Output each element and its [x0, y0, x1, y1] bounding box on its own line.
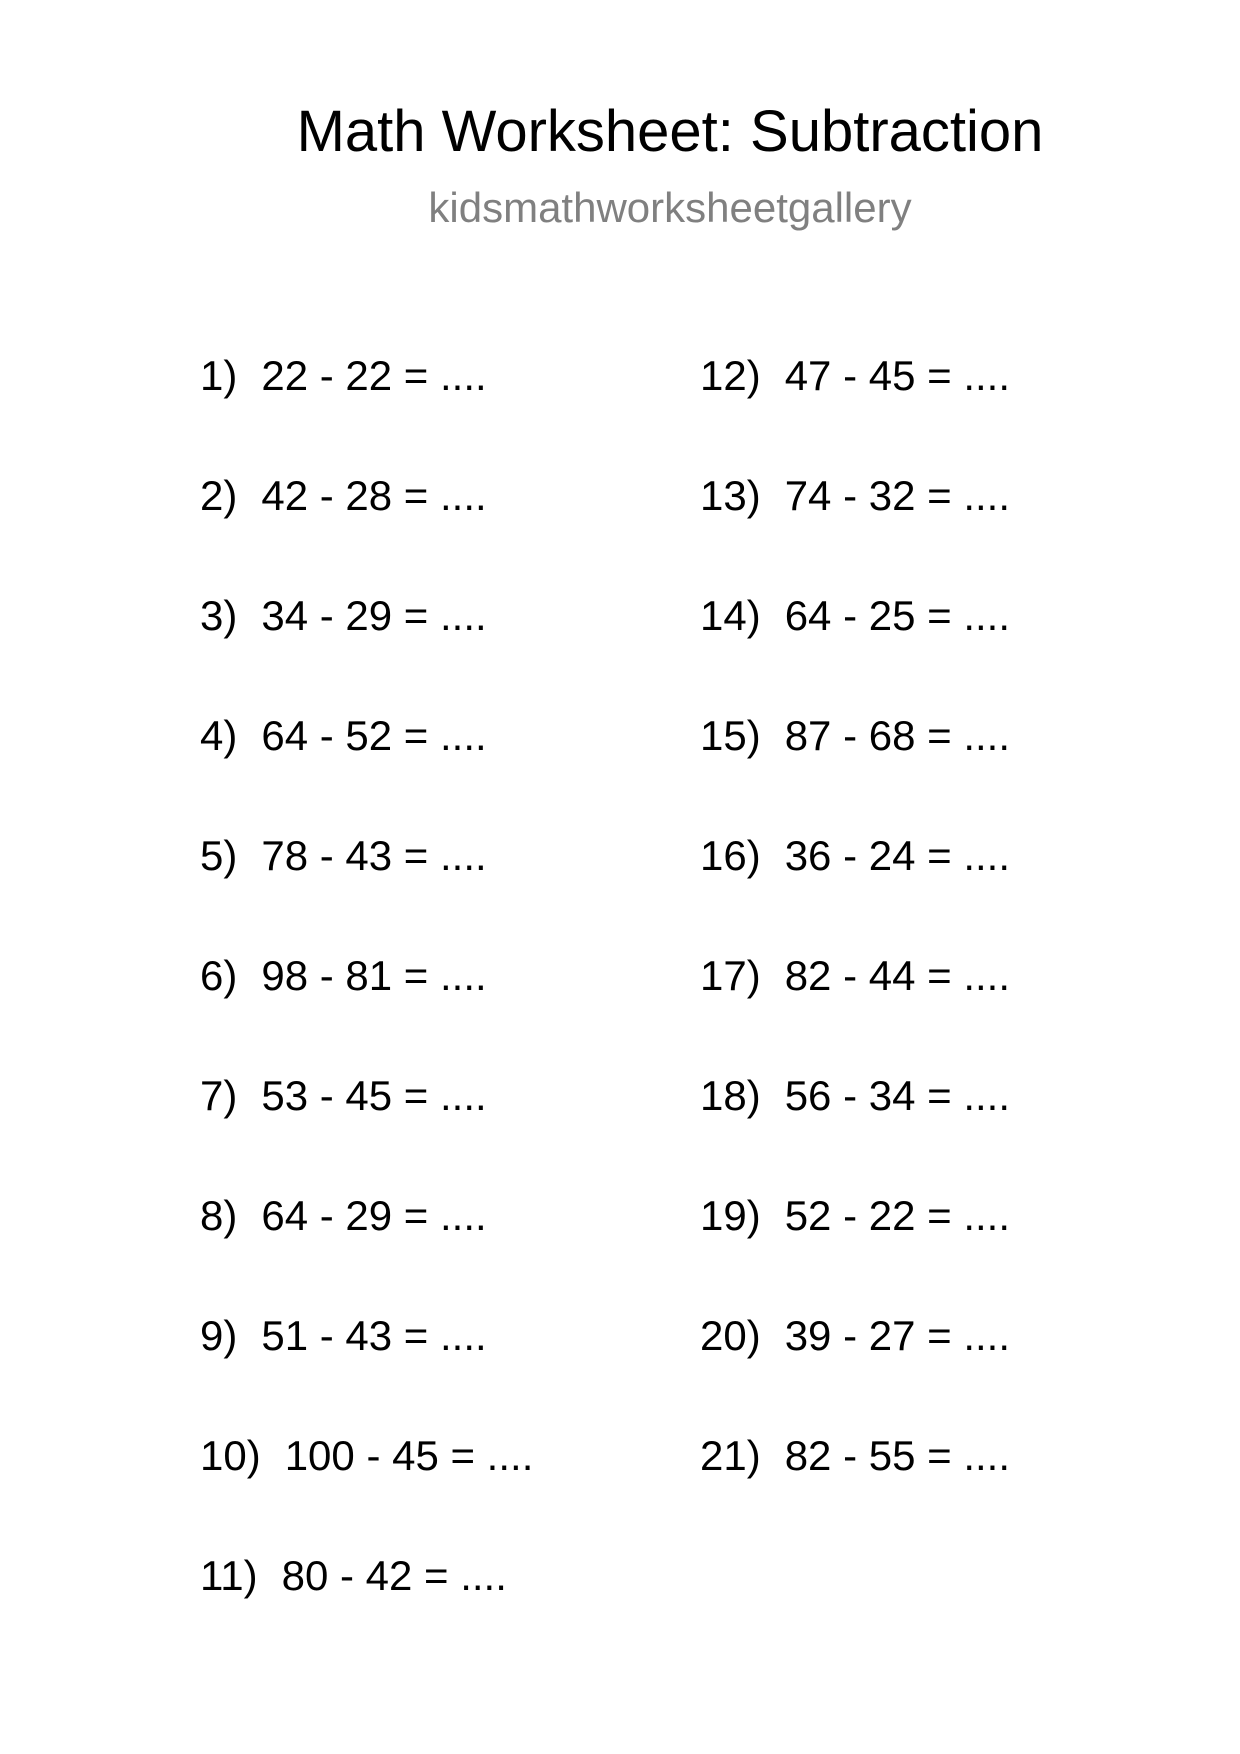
problem-number: 10)	[200, 1432, 261, 1479]
problem-expression: 52 - 22 = ....	[784, 1192, 1011, 1239]
problem-expression: 98 - 81 = ....	[261, 952, 487, 999]
problem-number: 19)	[700, 1192, 761, 1239]
problem-item	[700, 1190, 1010, 1242]
problem-item	[200, 470, 487, 522]
problem-item	[200, 950, 487, 1002]
problem-item	[700, 1070, 1010, 1122]
problem-item	[700, 350, 1010, 402]
problem-expression: 64 - 52 = ....	[261, 712, 487, 759]
problem-expression: 51 - 43 = ....	[261, 1312, 487, 1359]
problem-expression: 100 - 45 = ....	[284, 1432, 534, 1479]
problem-number: 2)	[200, 472, 238, 519]
problem-expression: 36 - 24 = ....	[784, 832, 1011, 879]
problem-expression: 64 - 25 = ....	[784, 592, 1011, 639]
problem-number: 21)	[700, 1432, 761, 1479]
problem-number: 16)	[700, 832, 761, 879]
problem-expression: 80 - 42 = ....	[281, 1552, 507, 1599]
problem-number: 5)	[200, 832, 238, 879]
problem-item	[700, 830, 1010, 882]
problem-number: 1)	[200, 352, 238, 399]
problem-expression: 42 - 28 = ....	[261, 472, 487, 519]
problem-item	[200, 830, 487, 882]
problem-item	[700, 470, 1010, 522]
problem-number: 14)	[700, 592, 761, 639]
problem-item	[200, 1310, 487, 1362]
problem-number: 8)	[200, 1192, 238, 1239]
problem-expression: 82 - 44 = ....	[784, 952, 1011, 999]
problem-number: 13)	[700, 472, 761, 519]
problem-number: 4)	[200, 712, 238, 759]
problem-number: 3)	[200, 592, 238, 639]
problem-item	[200, 1430, 533, 1482]
problem-expression: 56 - 34 = ....	[784, 1072, 1011, 1119]
problem-item	[200, 1550, 507, 1602]
problem-expression: 47 - 45 = ....	[784, 352, 1011, 399]
problem-expression: 78 - 43 = ....	[261, 832, 487, 879]
page-title: Math Worksheet: Subtraction	[296, 99, 1044, 164]
problem-expression: 34 - 29 = ....	[261, 592, 487, 639]
problem-expression: 53 - 45 = ....	[261, 1072, 487, 1119]
problem-number: 17)	[700, 952, 761, 999]
problem-item	[700, 1310, 1010, 1362]
problem-number: 15)	[700, 712, 761, 759]
problem-expression: 39 - 27 = ....	[784, 1312, 1011, 1359]
problem-item	[200, 710, 487, 762]
problem-item	[200, 350, 487, 402]
problem-item	[200, 1190, 487, 1242]
problem-number: 7)	[200, 1072, 238, 1119]
problem-item	[700, 950, 1010, 1002]
problem-number: 12)	[700, 352, 761, 399]
problem-item	[200, 590, 487, 642]
page-subtitle: kidsmathworksheetgallery	[428, 184, 912, 231]
problem-number: 11)	[200, 1552, 258, 1599]
problem-item	[700, 710, 1010, 762]
problem-number: 6)	[200, 952, 238, 999]
problem-item	[700, 1430, 1010, 1482]
problem-expression: 64 - 29 = ....	[261, 1192, 487, 1239]
problem-number: 20)	[700, 1312, 761, 1359]
problem-number: 9)	[200, 1312, 238, 1359]
problem-item	[700, 590, 1010, 642]
problem-expression: 82 - 55 = ....	[784, 1432, 1011, 1479]
problem-expression: 74 - 32 = ....	[784, 472, 1011, 519]
problem-expression: 87 - 68 = ....	[784, 712, 1011, 759]
problem-item	[200, 1070, 487, 1122]
problem-number: 18)	[700, 1072, 761, 1119]
problem-expression: 22 - 22 = ....	[261, 352, 487, 399]
